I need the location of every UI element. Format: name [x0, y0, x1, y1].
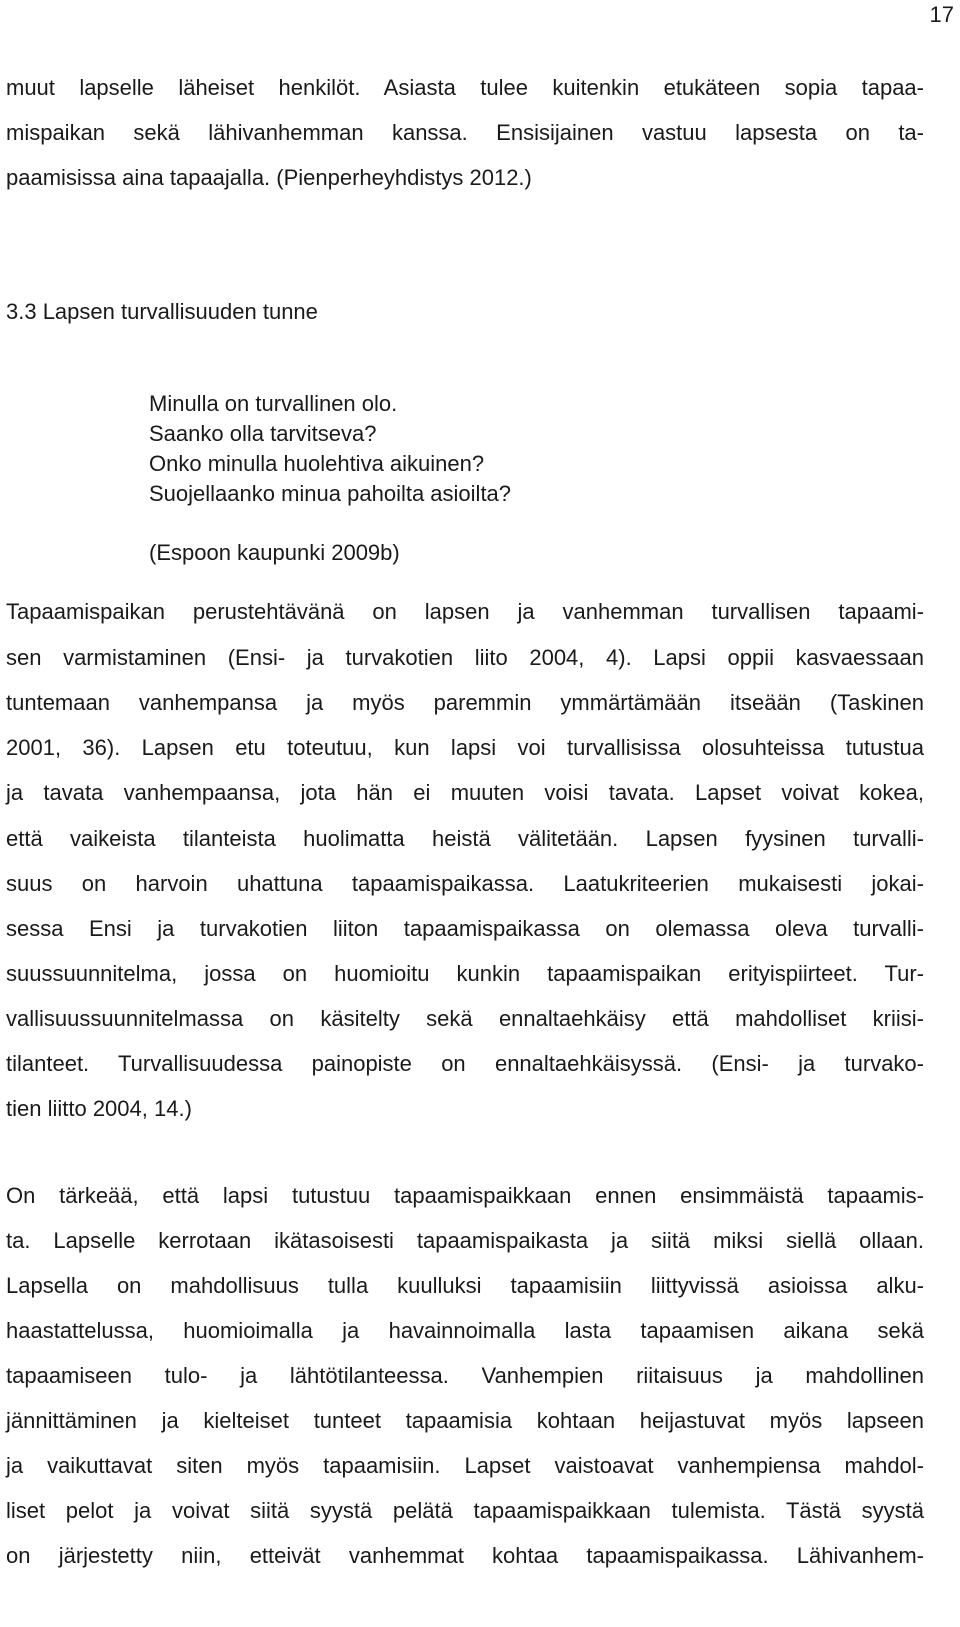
paragraph-line: sessa Ensi ja turvakotien liiton tapaamispaikassa on olemassa oleva turvalli-: [6, 916, 924, 941]
paragraph-line: on järjestetty niin, etteivät vanhemmat kohtaa tapaamispaikassa. Lähivanhem-: [6, 1543, 924, 1568]
paragraph-line: ta. Lapselle kerrotaan ikätasoisesti tapaamispaikasta ja siitä miksi siellä ollaan.: [6, 1228, 924, 1253]
paragraph-line: liset pelot ja voivat siitä syystä pelätä tapaamispaikkaan tulemista. Tästä syystä: [6, 1498, 924, 1523]
paragraph-line: tapaamiseen tulo- ja lähtötilanteessa. Vanhempien riitaisuus ja mahdollinen: [6, 1363, 924, 1388]
paragraph-line: ja vaikuttavat siten myös tapaamisiin. Lapset vaistoavat vanhempiensa mahdol-: [6, 1453, 924, 1478]
quote-line: Saanko olla tarvitseva?: [149, 421, 377, 446]
paragraph-line: suussuunnitelma, jossa on huomioitu kunkin tapaamispaikan erityispiirteet. Tur-: [6, 961, 924, 986]
intro-line: paamisissa aina tapaajalla. (Pienperheyhdistys 2012.): [6, 165, 532, 190]
paragraph-line: Lapsella on mahdollisuus tulla kuulluksi tapaamisiin liittyvissä asioissa alku-: [6, 1273, 924, 1298]
paragraph-line: tuntemaan vanhempansa ja myös paremmin ymmärtämään itseään (Taskinen: [6, 690, 924, 715]
intro-line: muut lapselle läheiset henkilöt. Asiasta tulee kuitenkin etukäteen sopia tapaa-: [6, 75, 924, 100]
paragraph-line: vallisuussuunnitelmassa on käsitelty sekä ennaltaehkäisy että mahdolliset kriisi-: [6, 1006, 924, 1031]
quote-line: Suojellaanko minua pahoilta asioilta?: [149, 481, 512, 506]
paragraph-line: tilanteet. Turvallisuudessa painopiste on ennaltaehkäisyssä. (Ensi- ja turvako-: [6, 1051, 924, 1076]
paragraph-line: Tapaamispaikan perustehtävänä on lapsen ja vanhemman turvallisen tapaami-: [6, 599, 924, 624]
paragraph-line: sen varmistaminen (Ensi- ja turvakotien liito 2004, 4). Lapsi oppii kasvaessaan: [6, 645, 924, 670]
paragraph-line: tien liitto 2004, 14.): [6, 1096, 192, 1121]
paragraph-line: että vaikeista tilanteista huolimatta heistä välitetään. Lapsen fyysinen turvalli-: [6, 826, 924, 851]
paragraph-line: 2001, 36). Lapsen etu toteutuu, kun lapsi voi turvallisissa olosuhteissa tutustua: [6, 735, 924, 760]
paragraph-line: On tärkeää, että lapsi tutustuu tapaamispaikkaan ennen ensimmäistä tapaamis-: [6, 1183, 924, 1208]
section-heading: 3.3 Lapsen turvallisuuden tunne: [6, 299, 318, 324]
paragraph-line: jännittäminen ja kielteiset tunteet tapaamisia kohtaan heijastuvat myös lapseen: [6, 1408, 924, 1433]
quote-line: Onko minulla huolehtiva aikuinen?: [149, 451, 485, 476]
paragraph-line: ja tavata vanhempaansa, jota hän ei muuten voisi tavata. Lapset voivat kokea,: [6, 780, 924, 805]
quote-source: (Espoon kaupunki 2009b): [149, 540, 400, 565]
paragraph-line: suus on harvoin uhattuna tapaamispaikassa. Laatukriteerien mukaisesti jokai-: [6, 871, 924, 896]
paragraph-line: haastattelussa, huomioimalla ja havainnoimalla lasta tapaamisen aikana sekä: [6, 1318, 924, 1343]
intro-line: mispaikan sekä lähivanhemman kanssa. Ensisijainen vastuu lapsesta on ta-: [6, 120, 924, 145]
quote-line: Minulla on turvallinen olo.: [149, 391, 398, 416]
page-number: 17: [929, 2, 954, 27]
